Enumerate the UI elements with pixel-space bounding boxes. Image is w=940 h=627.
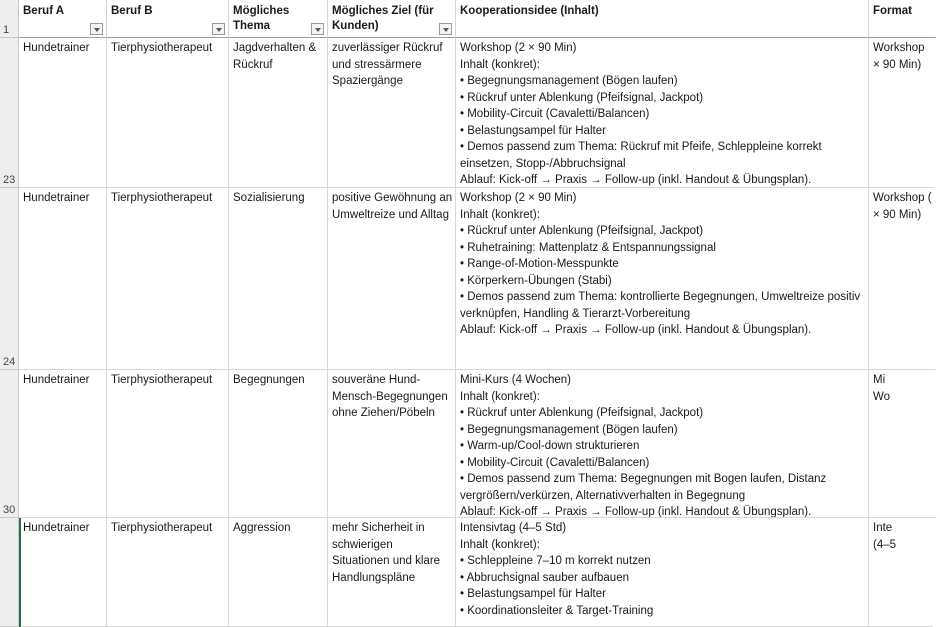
cell-beruf-a[interactable]: Hundetrainer xyxy=(19,38,107,188)
filter-dropdown-icon[interactable] xyxy=(439,23,452,35)
cell-format[interactable]: Mi Wo xyxy=(869,370,940,518)
row-header-30[interactable]: 30 xyxy=(0,370,19,518)
cell-beruf-a[interactable]: Hundetrainer xyxy=(19,188,107,370)
cell-kooperationsidee[interactable]: Intensivtag (4–5 Std) Inhalt (konkret): • Schleppleine 7–10 m korrekt nutzen • Abbruchsignal sauber aufbauen • Belastungsampel für Halter • Koordinationsleiter & Target-Training xyxy=(456,518,869,627)
row-header-next[interactable] xyxy=(0,518,19,627)
column-header-beruf-a: Beruf A xyxy=(19,0,107,38)
cell-format[interactable]: Workshop ( × 90 Min) xyxy=(869,188,940,370)
cell-ziel[interactable]: positive Gewöhnung an Umweltreize und Alltag xyxy=(328,188,456,370)
column-header-ziel: Mögliches Ziel (für Kunden) xyxy=(328,0,456,38)
cell-ziel[interactable]: souveräne Hund- Mensch-Begegnungen ohne Ziehen/Pöbeln xyxy=(328,370,456,518)
cell-ziel[interactable]: mehr Sicherheit in schwierigen Situationen und klare Handlungspläne xyxy=(328,518,456,627)
cell-beruf-b[interactable]: Tierphysiotherapeut xyxy=(107,38,229,188)
cell-ziel[interactable]: zuverlässiger Rückruf und stressärmere Spaziergänge xyxy=(328,38,456,188)
column-header-beruf-b: Beruf B xyxy=(107,0,229,38)
row-header-1[interactable]: 1 xyxy=(0,0,19,38)
cell-beruf-a[interactable]: Hundetrainer xyxy=(19,518,107,627)
filter-dropdown-icon[interactable] xyxy=(90,23,103,35)
cell-beruf-a[interactable]: Hundetrainer xyxy=(19,370,107,518)
column-header-thema: Mögliches Thema xyxy=(229,0,328,38)
cell-thema[interactable]: Jagdverhalten & Rückruf xyxy=(229,38,328,188)
cell-thema[interactable]: Aggression xyxy=(229,518,328,627)
column-header-kooperationsidee: Kooperationsidee (Inhalt) xyxy=(456,0,869,38)
row-header-23[interactable]: 23 xyxy=(0,38,19,188)
filter-dropdown-icon[interactable] xyxy=(311,23,324,35)
cell-beruf-b[interactable]: Tierphysiotherapeut xyxy=(107,370,229,518)
column-header-format: Format xyxy=(869,0,940,38)
row-header-24[interactable]: 24 xyxy=(0,188,19,370)
cell-format[interactable]: Inte (4–5 xyxy=(869,518,940,627)
cell-kooperationsidee[interactable]: Workshop (2 × 90 Min) Inhalt (konkret): • Begegnungsmanagement (Bögen laufen) • Rückruf unter Ablenkung (Pfeifsignal, Jackpot) • Mobility-Circuit (Cavaletti/Balancen) • Belastungsampel für Halter • Demos passend zum Thema: Rückruf mit Pfeife, Schleppleine korrekt einsetzen, Stopp-/Abbruchsignal Ablauf: Kick-off → Praxis → Follow-up (inkl. Handout & Übungsplan). xyxy=(456,38,869,188)
filter-dropdown-icon[interactable] xyxy=(212,23,225,35)
cell-kooperationsidee[interactable]: Workshop (2 × 90 Min) Inhalt (konkret): • Rückruf unter Ablenkung (Pfeifsignal, Jackpot) • Ruhetraining: Mattenplatz & Entspannungssignal • Range-of-Motion-Messpunkte • Körperkern-Übungen (Stabi) • Demos passend zum Thema: kontrollierte Begegnungen, Umweltreize positiv verknüpfen, Handling & Tierarzt-Vorbereitung Ablauf: Kick-off → Praxis → Follow-up (inkl. Handout & Übungsplan). xyxy=(456,188,869,370)
cell-format[interactable]: Workshop × 90 Min) xyxy=(869,38,940,188)
cell-beruf-b[interactable]: Tierphysiotherapeut xyxy=(107,188,229,370)
active-row-indicator xyxy=(19,518,21,627)
cell-thema[interactable]: Sozialisierung xyxy=(229,188,328,370)
cell-beruf-b[interactable]: Tierphysiotherapeut xyxy=(107,518,229,627)
cell-thema[interactable]: Begegnungen xyxy=(229,370,328,518)
torn-edge-decoration xyxy=(928,0,940,627)
cell-kooperationsidee[interactable]: Mini-Kurs (4 Wochen) Inhalt (konkret): • Rückruf unter Ablenkung (Pfeifsignal, Jackpot) • Begegnungsmanagement (Bögen laufen) • Warm-up/Cool-down strukturieren • Mobility-Circuit (Cavaletti/Balancen) • Demos passend zum Thema: Begegnungen mit Bogen laufen, Distanz vergrößern/verkürzen, Alternativverhalten in Begegnung Ablauf: Kick-off → Praxis → Follow-up (inkl. Handout & Übungsplan). xyxy=(456,370,869,518)
